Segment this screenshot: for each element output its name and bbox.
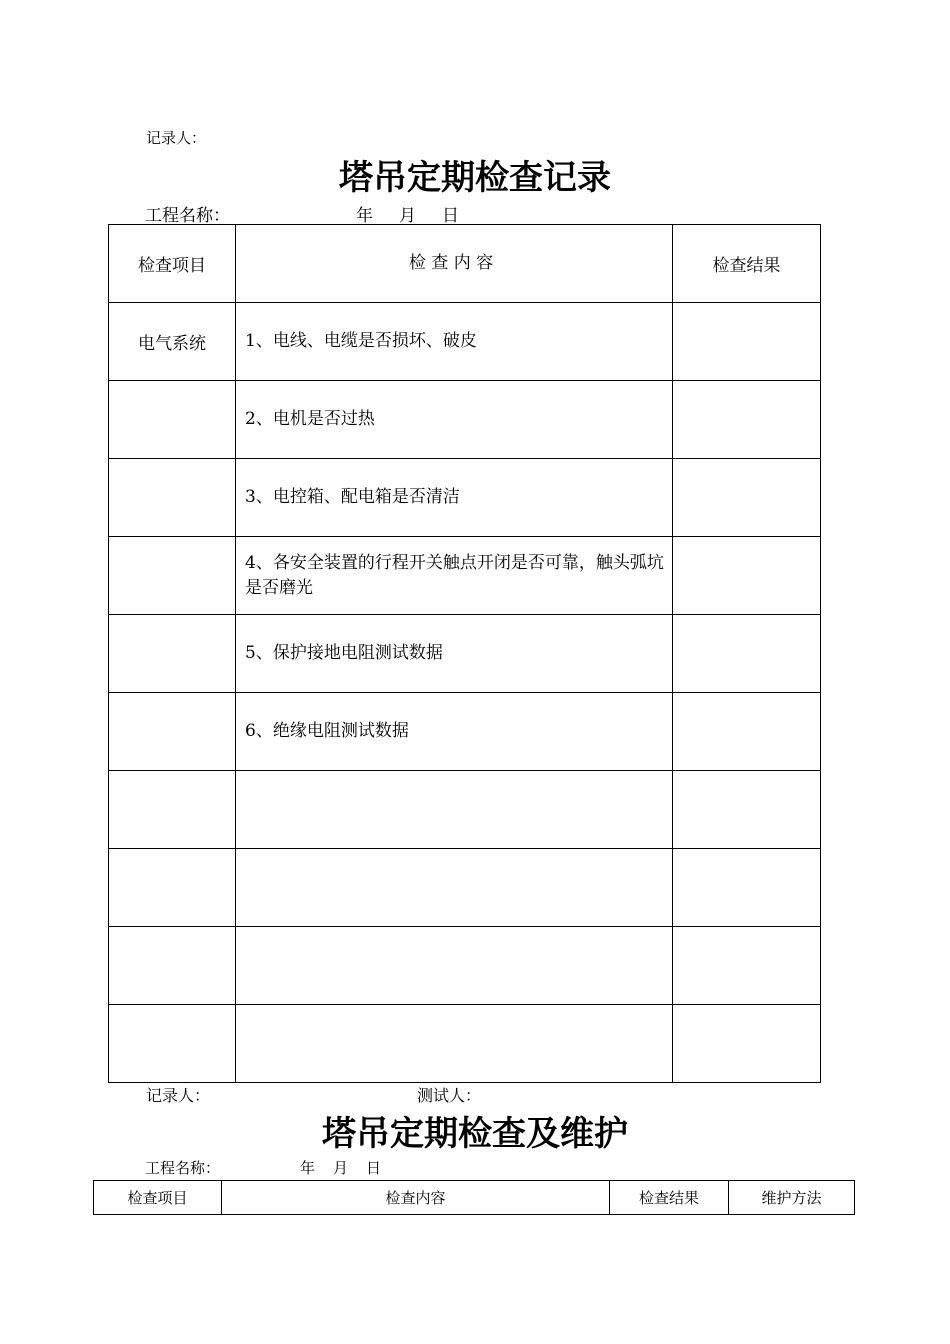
date-line-2 — [300, 1157, 381, 1178]
recorder-label: 记录人： — [146, 1086, 211, 1105]
row-result-cell[interactable] — [673, 849, 821, 927]
row-result-cell[interactable] — [673, 459, 821, 537]
row-content-cell: 3、电控箱、配电箱是否清洁 — [236, 459, 673, 537]
row-content-cell — [236, 927, 673, 1005]
date-day-label: 日 — [442, 206, 459, 226]
row-content-cell — [236, 1005, 673, 1083]
row-result-cell[interactable] — [673, 537, 821, 615]
table-row — [109, 693, 821, 771]
header-inspection-result: 检查结果 — [673, 225, 821, 303]
row-item-cell — [109, 381, 236, 459]
recorder-label-top: 记录人： — [146, 129, 207, 147]
inspection-maintenance-table — [93, 1180, 855, 1215]
row-content-cell: 2、电机是否过热 — [236, 381, 673, 459]
table-row — [109, 615, 821, 693]
header-inspection-content: 检查内容 — [222, 1181, 610, 1215]
row-item-cell — [109, 693, 236, 771]
row-result-cell[interactable] — [673, 693, 821, 771]
row-content-cell — [236, 849, 673, 927]
row-item-cell: 电气系统 — [109, 303, 236, 381]
page-title: 塔吊定期检查记录 — [339, 158, 611, 198]
row-item-cell — [109, 537, 236, 615]
row-content-cell: 6、绝缘电阻测试数据 — [236, 693, 673, 771]
table-row — [109, 303, 821, 381]
row-content-cell — [236, 771, 673, 849]
row-result-cell[interactable] — [673, 1005, 821, 1083]
header-inspection-item: 检查项目 — [109, 225, 236, 303]
table-row — [109, 459, 821, 537]
header-inspection-item: 检查项目 — [94, 1181, 222, 1215]
table-row — [109, 849, 821, 927]
header-maintenance-method: 维护方法 — [729, 1181, 855, 1215]
row-result-cell[interactable] — [673, 381, 821, 459]
row-item-cell — [109, 459, 236, 537]
date-day-label-2: 日 — [366, 1159, 382, 1177]
project-name-label-2: 工程名称： — [145, 1159, 221, 1177]
row-item-cell — [109, 615, 236, 693]
row-item-cell — [109, 1005, 236, 1083]
row-item-cell — [109, 927, 236, 1005]
date-month-label-2: 月 — [333, 1159, 349, 1177]
row-content-cell: 4、各安全装置的行程开关触点开闭是否可靠，触头弧坑是否磨光 — [236, 537, 673, 615]
row-result-cell[interactable] — [673, 771, 821, 849]
table-row — [109, 537, 821, 615]
row-item-cell — [109, 771, 236, 849]
header-inspection-result: 检查结果 — [610, 1181, 729, 1215]
table-row — [109, 381, 821, 459]
row-result-cell[interactable] — [673, 927, 821, 1005]
row-result-cell[interactable] — [673, 615, 821, 693]
date-month-label: 月 — [399, 206, 416, 226]
table-row — [109, 1005, 821, 1083]
row-result-cell[interactable] — [673, 303, 821, 381]
table-header-row — [109, 225, 821, 303]
row-content-cell: 1、电线、电缆是否损坏、破皮 — [236, 303, 673, 381]
project-name-label: 工程名称： — [145, 206, 230, 226]
table-row — [109, 771, 821, 849]
date-year-label: 年 — [356, 206, 373, 226]
date-year-label-2: 年 — [300, 1159, 316, 1177]
row-item-cell — [109, 849, 236, 927]
table-row — [109, 927, 821, 1005]
header-inspection-content: 检 查 内 容 — [236, 225, 673, 303]
table-header-row — [94, 1181, 855, 1215]
tester-label: 测试人： — [417, 1086, 482, 1105]
date-line — [356, 201, 459, 226]
inspection-record-table — [108, 224, 821, 1083]
row-content-cell: 5、保护接地电阻测试数据 — [236, 615, 673, 693]
section2-title: 塔吊定期检查及维护 — [322, 1114, 628, 1154]
